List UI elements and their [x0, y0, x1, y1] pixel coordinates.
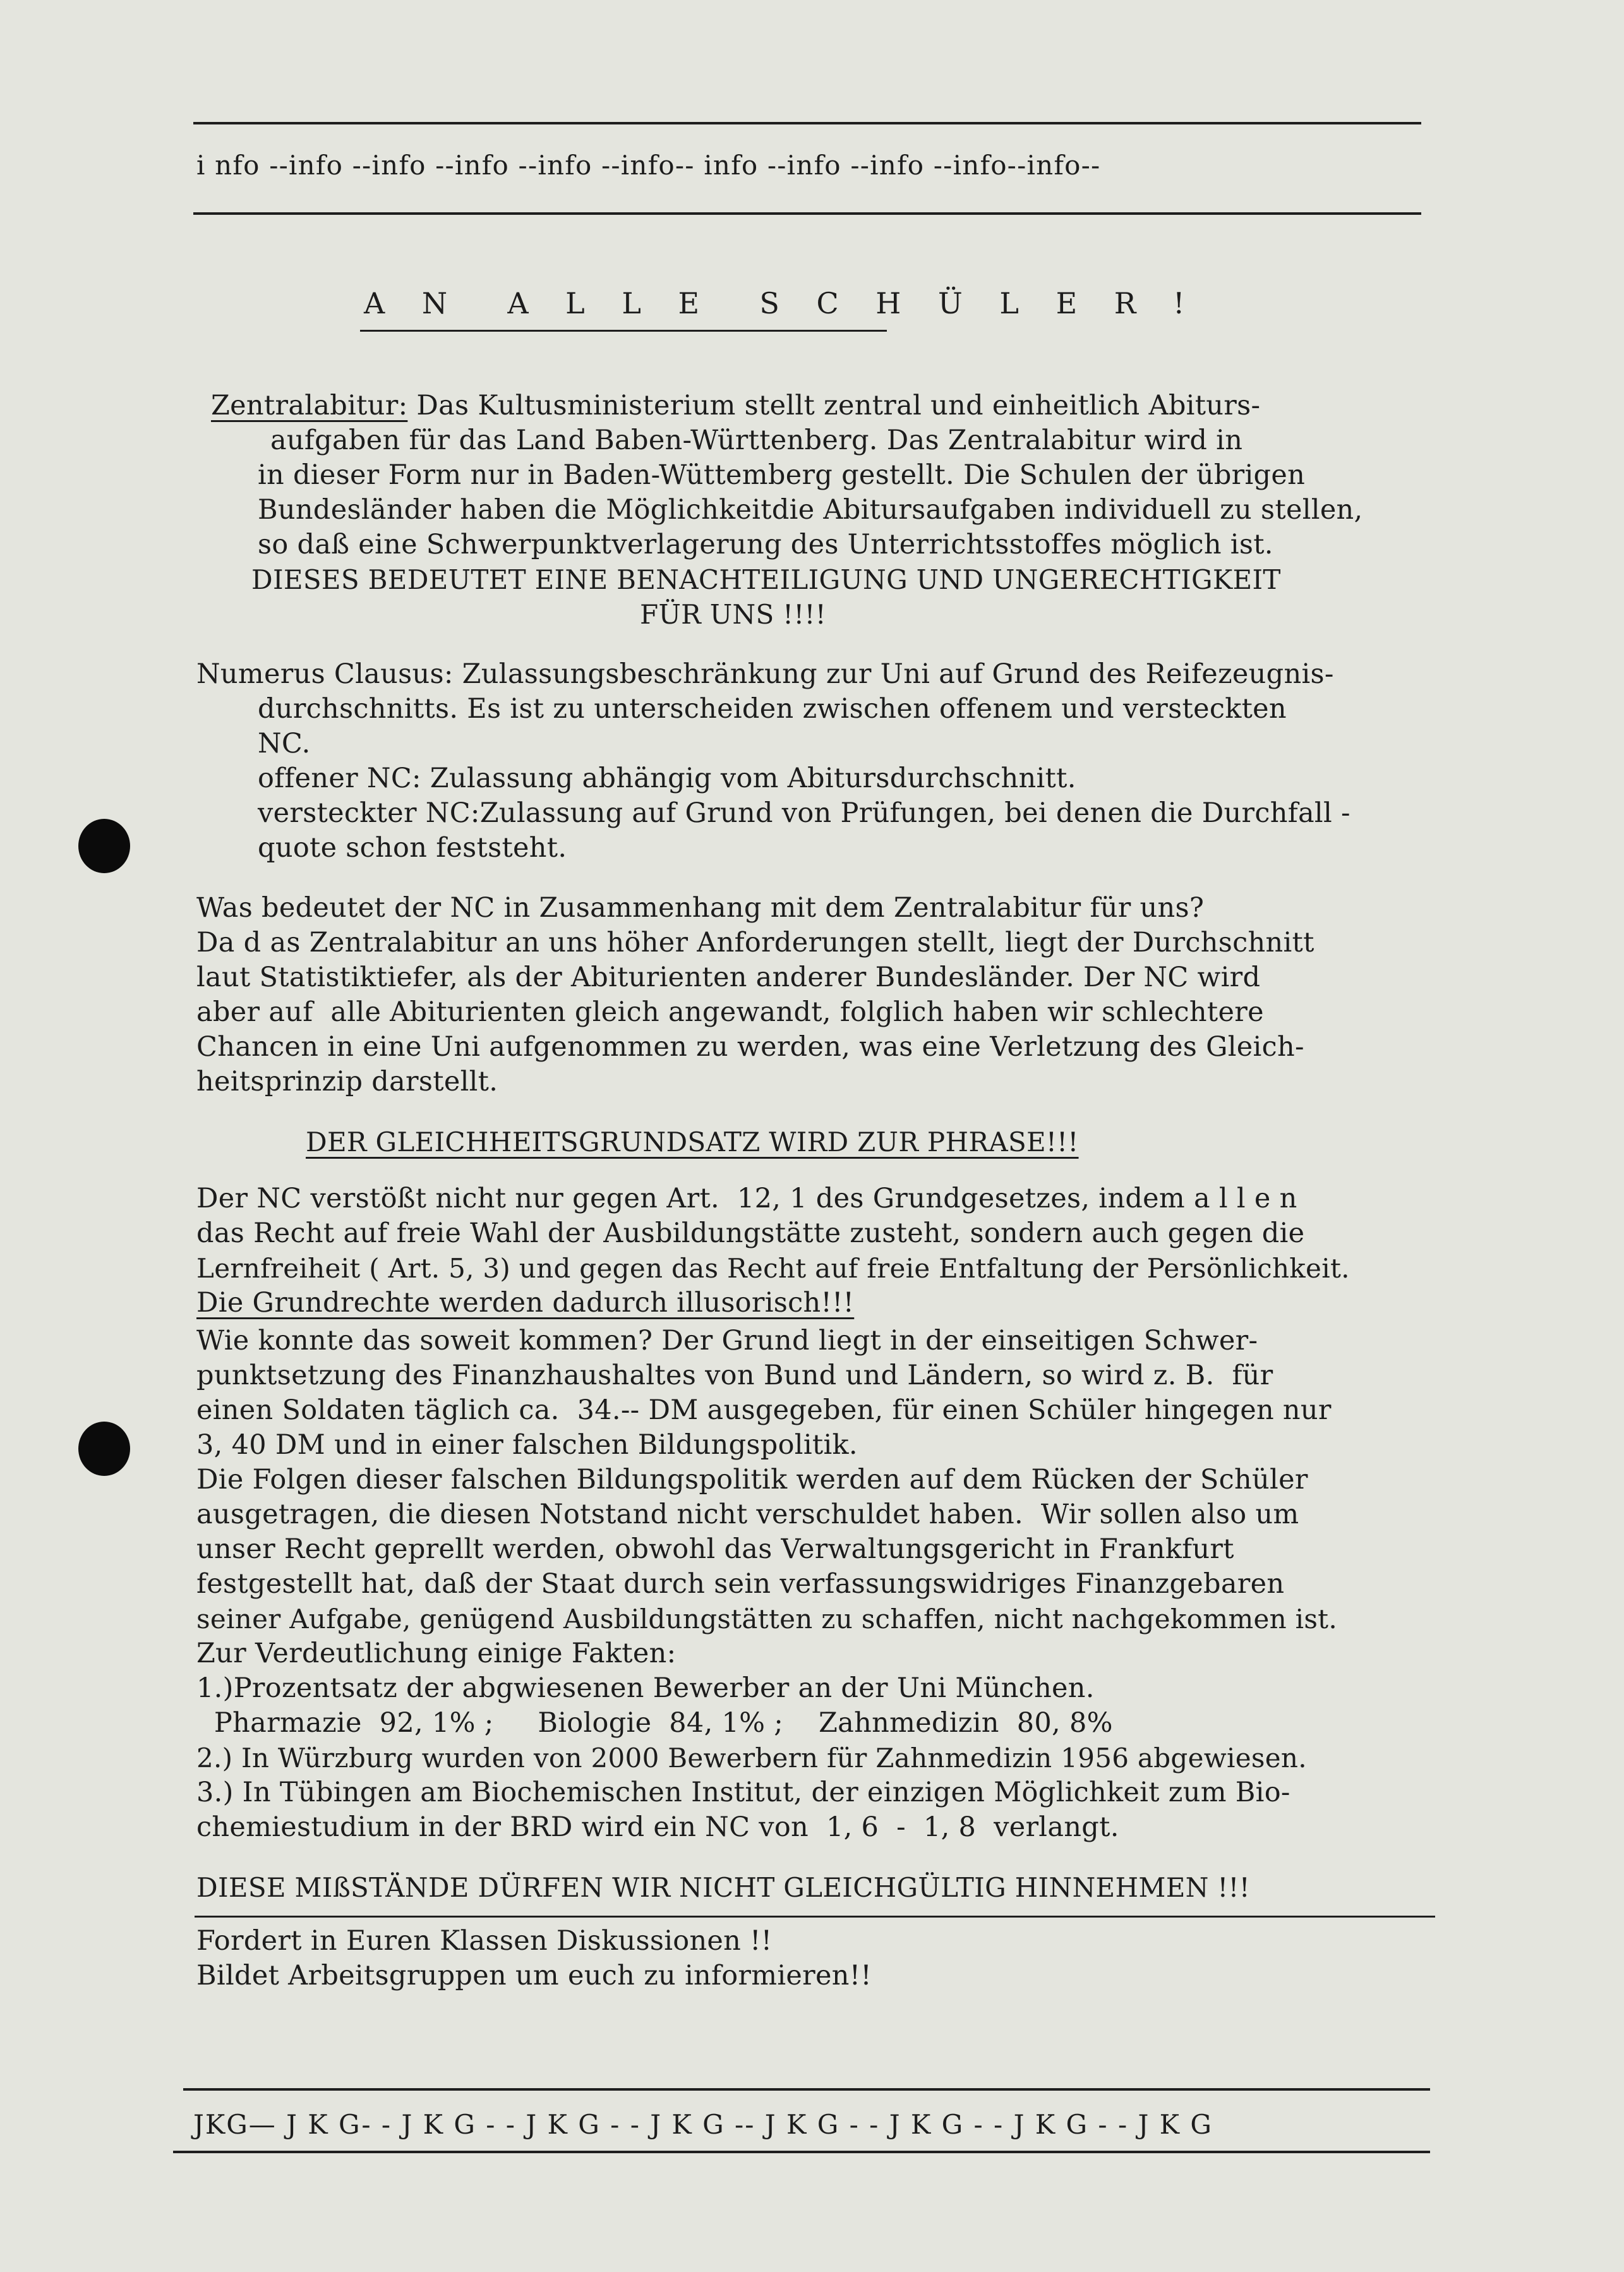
title-underline [360, 330, 887, 332]
zentralabitur-emphasis: FÜR UNS !!!! [640, 599, 826, 630]
nc-question-line: Chancen in eine Uni aufgenommen zu werden, was eine Verletzung des Gleich- [196, 1031, 1304, 1063]
grundgesetz-line: das Recht auf freie Wahl der Ausbildungstätte zusteht, sondern auch gegen die [196, 1218, 1305, 1249]
header-rule-top [193, 122, 1421, 124]
closing-underline [195, 1916, 1435, 1918]
closing-line: Bildet Arbeitsgruppen um euch zu informieren!! [196, 1960, 872, 1991]
nc-line: Numerus Clausus: Zulassungsbeschränkung zur Uni auf Grund des Reifezeugnis- [196, 658, 1334, 690]
nc-question-line: Was bedeutet der NC in Zusammenhang mit dem Zentralabitur für uns? [196, 892, 1205, 924]
finanzen-line: punktsetzung des Finanzhaushaltes von Bund und Ländern, so wird z. B. für [196, 1360, 1273, 1391]
zentralabitur-line: aufgaben für das Land Baben-Württenberg. Das Zentralabitur wird in [270, 425, 1243, 456]
grundgesetz-line: Lernfreiheit ( Art. 5, 3) und gegen das Recht auf freie Entfaltung der Persönlichkeit. [196, 1253, 1350, 1284]
nc-question-line: Da d as Zentralabitur an uns höher Anforderungen stellt, liegt der Durchschnitt [196, 927, 1314, 958]
punch-hole-bottom [78, 1422, 130, 1476]
closing-line: Fordert in Euren Klassen Diskussionen !! [196, 1925, 773, 1957]
finanzen-line: einen Soldaten täglich ca. 34.-- DM ausgegeben, für einen Schüler hingegen nur [196, 1394, 1332, 1426]
finanzen-line: festgestellt hat, daß der Staat durch sein verfassungswidriges Finanzgebaren [196, 1568, 1285, 1600]
finanzen-line: Wie konnte das soweit kommen? Der Grund liegt in der einseitigen Schwer- [196, 1325, 1258, 1357]
zentralabitur-line: so daß eine Schwerpunktverlagerung des Unterrichtsstoffes möglich ist. [258, 529, 1273, 560]
zentralabitur-first-line [211, 388, 1260, 424]
footer-rule-bottom [173, 2151, 1430, 2153]
finanzen-line: 3, 40 DM und in einer falschen Bildungspolitik. [196, 1429, 858, 1461]
fakten-line: 2.) In Würzburg wurden von 2000 Bewerbern für Zahnmedizin 1956 abgewiesen. [196, 1743, 1307, 1773]
zentralabitur-label: Zentralabitur: [211, 390, 408, 421]
header-info-line: i nfo --info --info --info --info --info-- info --info --info --info--info-- [196, 150, 1101, 181]
zentralabitur-line: in dieser Form nur in Baden-Wüttemberg gestellt. Die Schulen der übrigen [258, 459, 1306, 491]
header-rule-bottom [193, 212, 1421, 215]
nc-line: NC. [258, 728, 311, 759]
footer-rule-top [183, 2088, 1430, 2091]
nc-question-line: laut Statistiktiefer, als der Abiturienten anderer Bundesländer. Der NC wird [196, 962, 1261, 993]
fakten-line: Pharmazie 92, 1% ; Biologie 84, 1% ; Zahnmedizin 80, 8% [196, 1707, 1113, 1739]
nc-question-line: aber auf alle Abiturienten gleich angewandt, folglich haben wir schlechtere [196, 996, 1264, 1028]
zentralabitur-line: Bundesländer haben die Möglichkeitdie Abitursaufgaben individuell zu stellen, [258, 494, 1363, 526]
zentralabitur-emphasis: DIESES BEDEUTET EINE BENACHTEILIGUNG UND UNGERECHTIGKEIT [251, 564, 1281, 595]
fakten-line: chemiestudium in der BRD wird ein NC von 1, 6 - 1, 8 verlangt. [196, 1811, 1119, 1843]
finanzen-line: ausgetragen, die diesen Notstand nicht verschuldet haben. Wir sollen also um [196, 1499, 1299, 1530]
grundrechte-heading: Die Grundrechte werden dadurch illusorisch!!! [196, 1287, 855, 1319]
footer-jkg-line: JKG— J K G- - J K G - - J K G - - J K G -- J K G - - J K G - - J K G - - J K G [193, 2109, 1213, 2140]
fakten-line: 3.) In Tübingen am Biochemischen Institut, der einzigen Möglichkeit zum Bio- [196, 1777, 1290, 1808]
finanzen-line: unser Recht geprellt werden, obwohl das Verwaltungsgericht in Frankfurt [196, 1533, 1234, 1565]
nc-line: durchschnitts. Es ist zu unterscheiden zwischen offenem und versteckten [258, 693, 1287, 725]
nc-line: quote schon feststeht. [258, 832, 567, 864]
finanzen-line: Zur Verdeutlichung einige Fakten: [196, 1638, 677, 1669]
nc-line: offener NC: Zulassung abhängig vom Abitursdurchschnitt. [258, 763, 1076, 794]
finanzen-line: Die Folgen dieser falschen Bildungspolitik werden auf dem Rücken der Schüler [196, 1464, 1308, 1496]
nc-question-line: heitsprinzip darstellt. [196, 1066, 498, 1097]
gleichheit-heading: DER GLEICHHEITSGRUNDSATZ WIRD ZUR PHRASE!!! [306, 1127, 1079, 1157]
grundgesetz-line: Der NC verstößt nicht nur gegen Art. 12, 1 des Grundgesetzes, indem a l l e n [196, 1183, 1297, 1214]
nc-line: versteckter NC:Zulassung auf Grund von Prüfungen, bei denen die Durchfall - [258, 797, 1350, 829]
page-title: A N A L L E S C H Ü L E R ! [364, 286, 1199, 320]
finanzen-line: seiner Aufgabe, genügend Ausbildungstätten zu schaffen, nicht nachgekommen ist. [196, 1604, 1338, 1635]
closing-heading: DIESE MIßSTÄNDE DÜRFEN WIR NICHT GLEICHGÜLTIG HINNEHMEN !!! [196, 1872, 1250, 1903]
punch-hole-top [78, 819, 130, 873]
fakten-line: 1.)Prozentsatz der abgwiesenen Bewerber an der Uni München. [196, 1672, 1095, 1704]
zentralabitur-first-line-text: Das Kultusministerium stellt zentral und einheitlich Abiturs- [407, 390, 1261, 421]
